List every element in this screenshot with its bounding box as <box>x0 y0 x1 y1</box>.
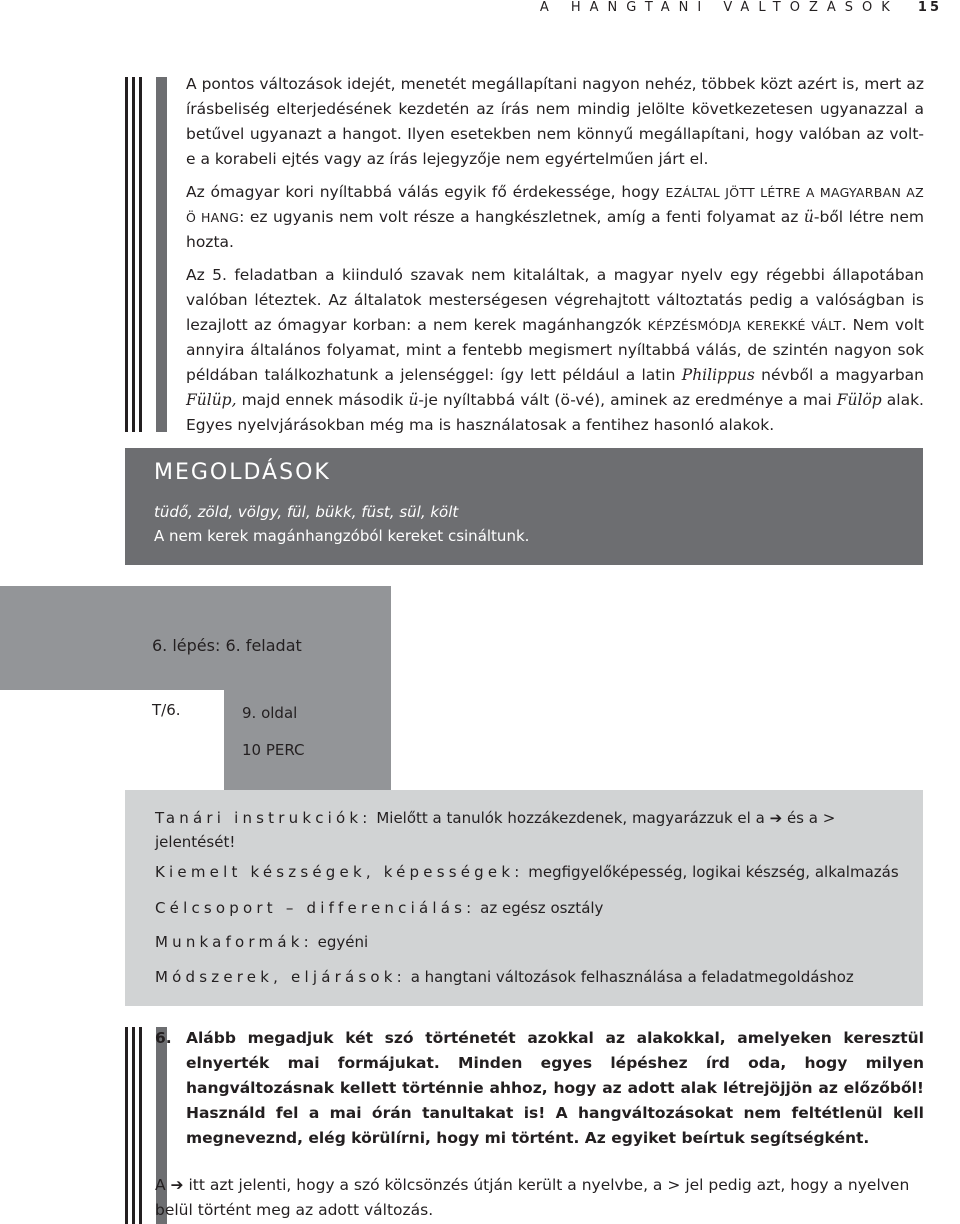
methods-row <box>155 968 854 986</box>
greater-than-sign: > <box>667 1176 681 1194</box>
solutions-title: MEGOLDÁSOK <box>154 460 331 485</box>
teacher-instructions: Tanári instrukciók: Mielőtt a tanulók hozzákezdenek, magyarázzuk el a ➔ és a > jelentését! <box>155 809 836 851</box>
solutions-words: tüdő, zöld, völgy, fül, bükk, füst, sül, költ <box>154 503 459 521</box>
intro-section <box>186 72 924 438</box>
target-group-value: az egész osztály <box>480 899 604 917</box>
work-forms-row <box>155 933 368 951</box>
arrow-icon: ➔ <box>170 1176 184 1194</box>
target-group-label: Célcsoport – differenciálás: <box>155 899 476 917</box>
skills-value: megfigyelőképesség, logikai készség, alkalmazás <box>528 863 899 881</box>
work-forms-value: egyéni <box>317 933 369 951</box>
intro-paragraph-1: A pontos változások idejét, menetét megállapítani nagyon nehéz, többek közt azért is, mert az írásbeliség elterjedésének kezdetén az írás nem mindig jelölte következetesen ugyanazzal a betűvel ugyanazt a hangot. Ilyen esetekben nem könnyű megállapítani, hogy valóban az volt-e a korabeli ejtés vagy az írás lejegyzője nem egyértelműen járt el. <box>186 75 924 168</box>
task-number: 6. <box>155 1029 172 1047</box>
time-estimate: 10 PERC <box>242 741 305 759</box>
methods-value: a hangtani változások felhasználása a feladatmegoldáshoz <box>410 968 854 986</box>
task-text: Alább megadjuk két szó történetét azokkal az alakokkal, amelyeken keresztül elnyerték mai formájukat. Minden egyes lépéshez írd oda, hogy milyen hangváltozásnak kellett történnie ahhoz, hogy az adott alak létrejöjjön az előzőből! Használd fel a mai órán tanultakat is! A hangváltozásokat nem feltétlenül kell megneveznd, elég körülírni, hogy mi történt. Az egyiket beírtuk segítségként. <box>186 1029 924 1147</box>
skills-row <box>155 863 899 881</box>
greater-than-sign: > <box>822 809 836 827</box>
symbol-note: A ➔ itt azt jelenti, hogy a szó kölcsönzés útján került a nyelvbe, a > jel pedig azt, hogy a nyelven belül történt meg az adott változás. <box>155 1176 910 1219</box>
time-box <box>224 690 391 790</box>
arrow-icon: ➔ <box>769 809 783 827</box>
target-group-row <box>155 899 603 917</box>
solutions-box <box>125 448 923 565</box>
page-reference: 9. oldal <box>242 704 298 722</box>
header-title: A HANGTANI VÁLTOZÁSOK <box>539 0 899 15</box>
running-header <box>540 0 942 15</box>
solutions-sentence: A nem kerek magánhangzóból kereket csináltunk. <box>154 527 530 545</box>
intro-paragraph-2: Az ómagyar kori nyíltabbá válás egyik fő érdekessége, hogy EZÁLTAL JÖTT LÉTRE A MAGYARBAN AZ Ö HANG: ez ugyanis nem volt része a hangkészletnek, amíg a fenti folyamat az ü-ből létre nem hozta. <box>186 183 924 251</box>
step-header <box>0 586 391 690</box>
task-reference: T/6. <box>152 701 181 719</box>
instructions-box <box>125 790 923 1006</box>
skills-label: Kiemelt készségek, képességek: <box>155 863 524 881</box>
methods-label: Módszerek, eljárások: <box>155 968 406 986</box>
margin-bars <box>125 77 173 432</box>
work-forms-label: Munkaformák: <box>155 933 313 951</box>
small-caps-phrase: KÉPZÉSMÓDJA KEREKKÉ VÁLT <box>647 318 842 333</box>
teacher-instructions-label: Tanári instrukciók: <box>155 809 372 827</box>
page-number: 15 <box>917 0 942 15</box>
intro-paragraph-3: Az 5. feladatban a kiinduló szavak nem kitaláltak, a magyar nyelv egy régebbi állapotában valóban léteztek. Az általatok mesterségesen végrehajtott változtatás pedig a valóságban is lezajlott az ómagyar korban: a nem kerek magánhangzók KÉPZÉSMÓDJA KEREKKÉ VÁLT. Nem volt annyira általános folyamat, mint a fentebb megismert nyíltabbá válás, de szintén nagyon sok példában találkozhatunk a jelenséggel: így lett például a latin Philippus névből a magyarban Fülüp, majd ennek második ü-je nyíltabbá vált (ö-vé), aminek az eredménye a mai Fülöp alak. Egyes nyelvjárásokban még ma is használatosak a fentihez hasonló alakok. <box>186 266 925 434</box>
step-label: 6. lépés: 6. feladat <box>152 636 302 655</box>
small-caps-phrase: EZÁLTAL JÖTT LÉTRE A MAGYARBAN AZ Ö HANG <box>186 185 924 225</box>
